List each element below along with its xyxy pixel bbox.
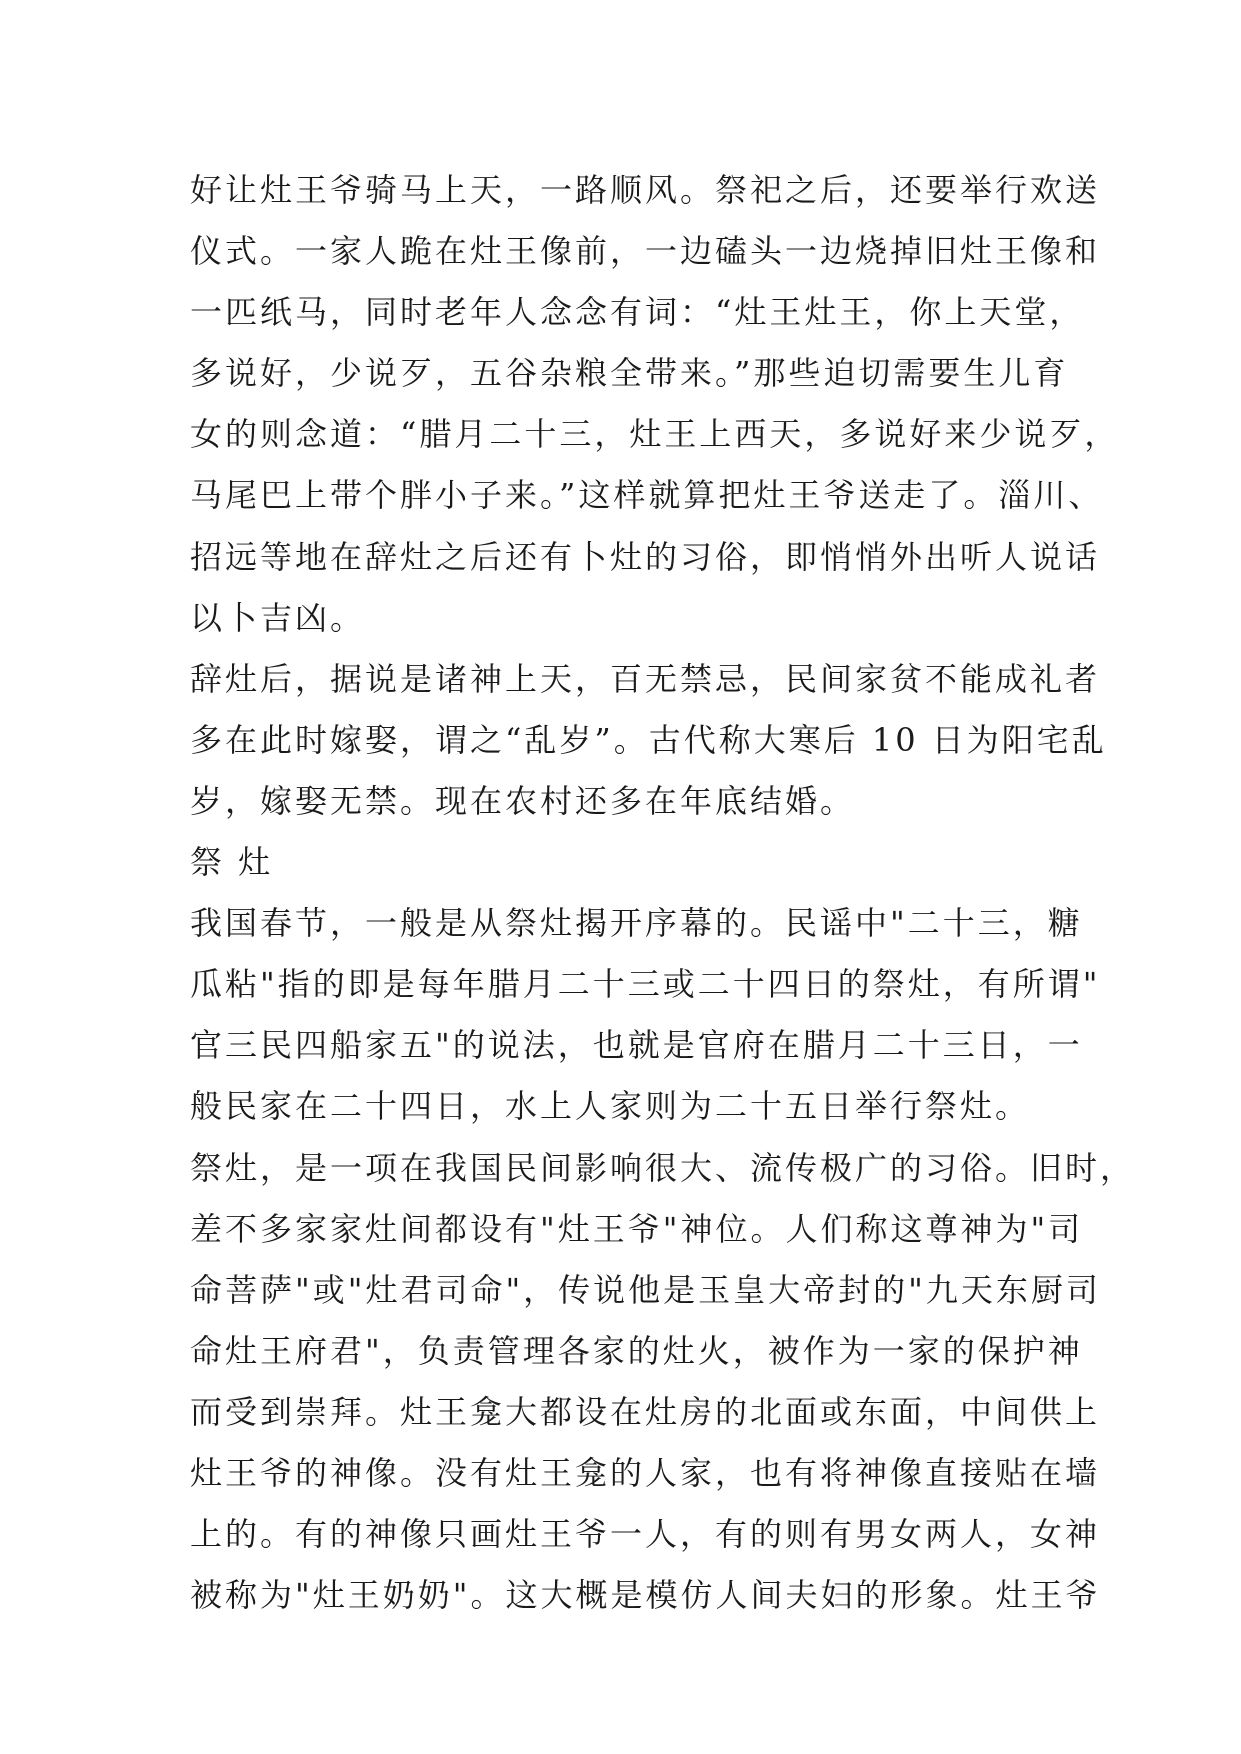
text-line: 命菩萨"或"灶君司命"，传说他是玉皇大帝封的"九天东厨司 [190,1270,1101,1309]
text-line: 以卜吉凶。 [190,598,366,637]
body-text [190,160,1136,1626]
text-line: 灶王爷的神像。没有灶王龛的人家，也有将神像直接贴在墙 [190,1453,1101,1492]
text-line: 瓜粘"指的即是每年腊月二十三或二十四日的祭灶，有所谓" [190,965,1101,1004]
text-line: 一匹纸马，同时老年人念念有词：“灶王灶王，你上天堂， [190,293,1085,332]
text-line: 多说好，少说歹，五谷杂粮全带来。”那些迫切需要生儿育 [190,354,1069,393]
text-line: 招远等地在辞灶之后还有卜灶的习俗，即悄悄外出听人说话 [190,537,1101,576]
text-line: 上的。有的神像只画灶王爷一人，有的则有男女两人，女神 [190,1515,1101,1554]
text-line: 女的则念道：“腊月二十三，灶王上西天，多说好来少说歹， [190,415,1120,454]
text-line: 多在此时嫁娶，谓之“乱岁”。古代称大寒后 10 日为阳宅乱 [190,720,1107,759]
text-line: 我国春节，一般是从祭灶揭开序幕的。民谣中"二十三，糖 [190,904,1083,943]
text-line: 般民家在二十四日，水上人家则为二十五日举行祭灶。 [190,1087,1031,1126]
text-line: 命灶王府君"，负责管理各家的灶火，被作为一家的保护神 [190,1331,1083,1370]
text-line: 辞灶后，据说是诸神上天，百无禁忌，民间家贫不能成礼者 [190,659,1101,698]
text-line: 而受到崇拜。灶王龛大都设在灶房的北面或东面，中间供上 [190,1392,1101,1431]
text-line: 马尾巴上带个胖小子来。”这样就算把灶王爷送走了。淄川、 [190,476,1104,515]
text-line: 仪式。一家人跪在灶王像前，一边磕头一边烧掉旧灶王像和 [190,232,1101,271]
text-line: 官三民四船家五"的说法，也就是官府在腊月二十三日，一 [190,1026,1083,1065]
section-heading: 祭 灶 [190,843,274,882]
text-line: 祭灶，是一项在我国民间影响很大、流传极广的习俗。旧时， [190,1148,1136,1187]
text-line: 好让灶王爷骑马上天，一路顺风。祭祀之后，还要举行欢送 [190,171,1101,209]
text-line: 岁，嫁娶无禁。现在农村还多在年底结婚。 [190,781,856,820]
text-line: 差不多家家灶间都设有"灶王爷"神位。人们称这尊神为"司 [190,1209,1084,1248]
text-line: 被称为"灶王奶奶"。这大概是模仿人间夫妇的形象。灶王爷 [190,1576,1101,1615]
